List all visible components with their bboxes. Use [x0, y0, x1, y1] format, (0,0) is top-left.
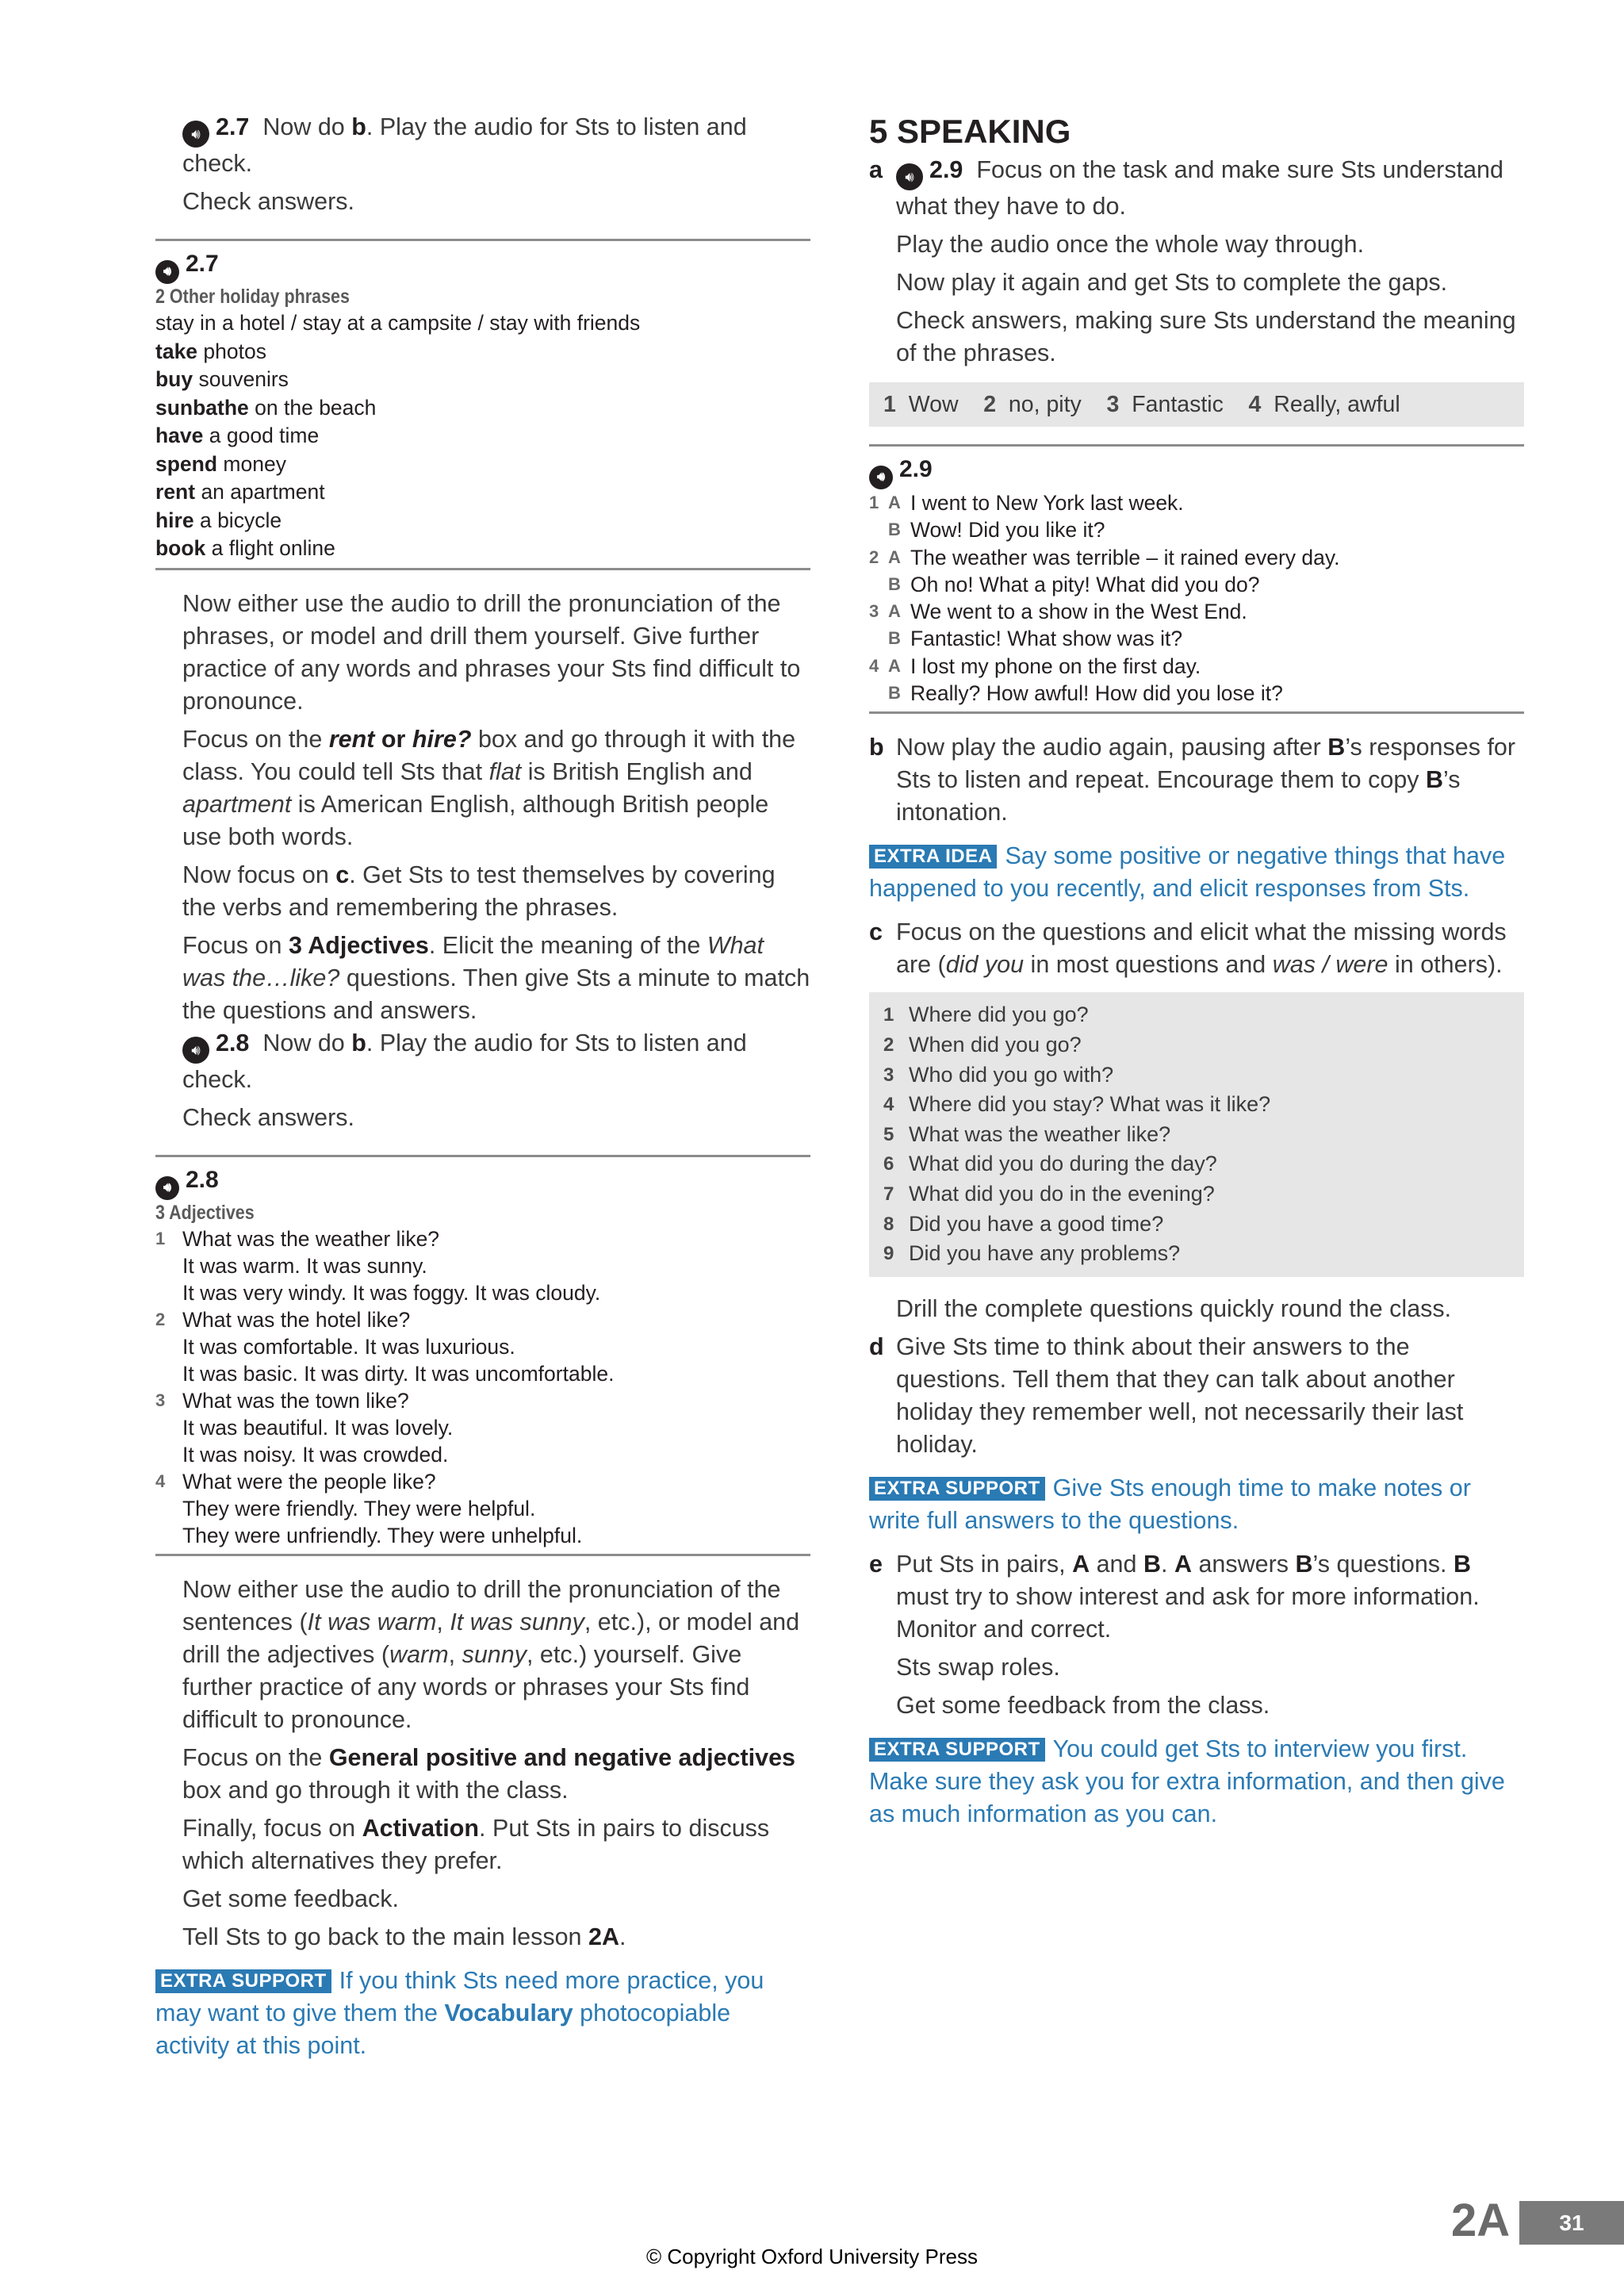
- script-line: spend money: [155, 451, 286, 476]
- script-line: book a flight online: [155, 536, 335, 560]
- script-line: stay in a hotel / stay at a campsite / stay with friends: [155, 311, 641, 335]
- audioscript-heading: 🔊︎ 2.8: [155, 1165, 810, 1200]
- drill-questions: Drill the complete questions quickly round the class.: [896, 1294, 1452, 1322]
- question-item: 5 What was the weather like?: [883, 1122, 1171, 1146]
- dialogue-line: 4 A I lost my phone on the first day.: [869, 654, 1201, 678]
- script-answer: It was warm. It was sunny.: [182, 1253, 427, 1278]
- audioscript-subheading: 2 Other holiday phrases: [155, 286, 350, 308]
- audioscript-2-7: [155, 239, 810, 570]
- script-line: take photos: [155, 339, 266, 363]
- audio-speaker-icon: 🔊︎: [869, 466, 893, 489]
- question-item: 4 Where did you stay? What was it like?: [883, 1092, 1271, 1117]
- script-question: 4 What were the people like?: [155, 1469, 436, 1494]
- extra-support-notes: EXTRA SUPPORT Give Sts enough time to make notes or write full answers to the questions.: [869, 1474, 1471, 1534]
- extra-support-badge: EXTRA SUPPORT: [869, 1738, 1045, 1762]
- step-a: a 🔊︎ 2.9 Focus on the task and make sure Sts understand what they have to do.: [869, 156, 1503, 220]
- extra-idea: EXTRA IDEA Say some positive or negative things that have happened to you recently, and elicit responses from Sts.: [869, 842, 1506, 903]
- step-e-feedback: Get some feedback from the class.: [896, 1691, 1270, 1719]
- step-a-play: Play the audio once the whole way through.: [896, 231, 1365, 258]
- paragraph-focus-c: Now focus on c. Get Sts to test themselves by covering the verbs and remembering the phrases.: [182, 861, 776, 921]
- check-answers: Check answers.: [182, 188, 354, 215]
- step-b: b Now play the audio again, pausing after B’s responses for Sts to listen and repeat. Encourage them to copy B’s intonation.: [869, 734, 1516, 826]
- audio-speaker-icon: 🔊︎: [896, 163, 923, 190]
- section-heading: 5 SPEAKING: [869, 113, 1071, 150]
- audioscript-2-9: [869, 444, 1524, 714]
- paragraph-activation: Finally, focus on Activation. Put Sts in pairs to discuss which alternatives they prefer.: [182, 1814, 770, 1874]
- dialogue-line: B Wow! Did you like it?: [888, 518, 1105, 543]
- paragraph-adjectives: Focus on 3 Adjectives. Elicit the meaning of the What was the…like? questions. Then give Sts a minute to match the questions and answers.: [182, 931, 810, 1024]
- script-question: 1 What was the weather like?: [155, 1226, 440, 1251]
- dialogue-line: 1 A I went to New York last week.: [869, 491, 1184, 515]
- paragraph-drill-sentences: Now either use the audio to drill the pronunciation of the sentences (It was warm, It was sunny, etc.), or model and drill the adjectives (warm, sunny, etc.) yourself. Give further practice of any words or phrases your Sts find difficult to pronounce.: [182, 1575, 800, 1733]
- paragraph-feedback: Get some feedback.: [182, 1885, 399, 1912]
- left-column: [155, 111, 810, 2073]
- audioscript-heading: 🔊︎ 2.7: [155, 249, 810, 284]
- question-item: 7 What did you do in the evening?: [883, 1181, 1215, 1206]
- script-line: sunbathe on the beach: [155, 395, 377, 420]
- dialogue-line: 3 A We went to a show in the West End.: [869, 600, 1247, 624]
- audioscript-subheading: 3 Adjectives: [155, 1201, 255, 1224]
- right-column: [869, 111, 1524, 1842]
- script-line: hire a bicycle: [155, 508, 282, 532]
- question-item: 8 Did you have a good time?: [883, 1211, 1164, 1236]
- extra-idea-badge: EXTRA IDEA: [869, 845, 997, 869]
- script-question: 3 What was the town like?: [155, 1388, 409, 1413]
- script-answer: It was noisy. It was crowded.: [182, 1442, 449, 1467]
- page-number: 31: [1519, 2201, 1624, 2245]
- paragraph-general-adjectives: Focus on the General positive and negative adjectives box and go through it with the class.: [182, 1743, 796, 1804]
- script-answer: It was comfortable. It was luxurious.: [182, 1334, 515, 1359]
- script-answer: It was basic. It was dirty. It was uncomfortable.: [182, 1361, 615, 1386]
- audioscript-2-8: [155, 1155, 810, 1556]
- paragraph-rent-or-hire: Focus on the rent or hire? box and go through it with the class. You could tell Sts that flat is British English and apartment is American English, although British people use both words.: [182, 725, 796, 850]
- question-item: 2 When did you go?: [883, 1032, 1082, 1056]
- extra-support-badge: EXTRA SUPPORT: [155, 1969, 331, 1993]
- dialogue-line: B Really? How awful! How did you lose it?: [888, 681, 1283, 706]
- audio-speaker-icon: 🔊︎: [155, 1176, 179, 1200]
- question-item: 1 Where did you go?: [883, 1003, 1089, 1027]
- answer-key-box: 1 Wow 2 no, pity 3 Fantastic 4 Really, awful: [869, 382, 1524, 427]
- step-d: d Give Sts time to think about their answers to the questions. Tell them that they can talk about another holiday they remember well, not necessarily their last holiday.: [869, 1332, 1464, 1458]
- paragraph-main-lesson: Tell Sts to go back to the main lesson 2A.: [182, 1923, 626, 1950]
- audioscript-heading: 🔊︎ 2.9: [869, 454, 1524, 489]
- dialogue-line: B Oh no! What a pity! What did you do?: [888, 572, 1260, 596]
- dialogue-line: B Fantastic! What show was it?: [888, 627, 1183, 651]
- script-question: 2 What was the hotel like?: [155, 1307, 411, 1332]
- script-answer: It was beautiful. It was lovely.: [182, 1415, 454, 1440]
- check-answers: Check answers.: [182, 1103, 354, 1131]
- paragraph-drill: Now either use the audio to drill the pronunciation of the phrases, or model and drill them yourself. Give further practice of any words and phrases your Sts find difficult to pronounce.: [182, 589, 801, 715]
- extra-support-interview: EXTRA SUPPORT You could get Sts to interview you first. Make sure they ask you for extra information, and then give as much information as you can.: [869, 1735, 1505, 1827]
- script-answer: They were unfriendly. They were unhelpful.: [182, 1523, 583, 1547]
- step-a-check: Check answers, making sure Sts understand the meaning of the phrases.: [896, 307, 1516, 366]
- step-a-complete: Now play it again and get Sts to complete the gaps.: [896, 269, 1448, 296]
- script-line: buy souvenirs: [155, 367, 289, 391]
- audio-speaker-icon: 🔊︎: [182, 1037, 209, 1064]
- script-answer: They were friendly. They were helpful.: [182, 1496, 536, 1520]
- instruction-2-7: 🔊︎ 2.7 Now do b. Play the audio for Sts to listen and check.: [182, 113, 747, 177]
- questions-box: [869, 992, 1524, 1276]
- script-line: have a good time: [155, 424, 320, 447]
- step-e-swap: Sts swap roles.: [896, 1653, 1060, 1681]
- question-item: 3 Who did you go with?: [883, 1062, 1114, 1087]
- step-e: e Put Sts in pairs, A and B. A answers B’s questions. B must try to show interest and ask for more information. Monitor and correct.: [869, 1550, 1480, 1643]
- step-c: c Focus on the questions and elicit what the missing words are (did you in most questions and was / were in others).: [869, 918, 1507, 979]
- extra-support-vocabulary: EXTRA SUPPORT If you think Sts need more practice, you may want to give them the Vocabulary photocopiable activity at this point.: [155, 1966, 764, 2059]
- lesson-code: 2A: [1451, 2195, 1511, 2246]
- audio-speaker-icon: 🔊︎: [155, 260, 179, 284]
- copyright-notice: © Copyright Oxford University Press: [646, 2245, 978, 2268]
- question-item: 6 What did you do during the day?: [883, 1152, 1217, 1176]
- question-item: 9 Did you have any problems?: [883, 1241, 1181, 1266]
- extra-support-badge: EXTRA SUPPORT: [869, 1477, 1045, 1501]
- instruction-2-8: 🔊︎ 2.8 Now do b. Play the audio for Sts to listen and check.: [182, 1029, 747, 1093]
- dialogue-line: 2 A The weather was terrible – it rained every day.: [869, 545, 1340, 569]
- audio-speaker-icon: 🔊︎: [182, 121, 209, 148]
- script-answer: It was very windy. It was foggy. It was cloudy.: [182, 1280, 601, 1305]
- script-line: rent an apartment: [155, 480, 325, 504]
